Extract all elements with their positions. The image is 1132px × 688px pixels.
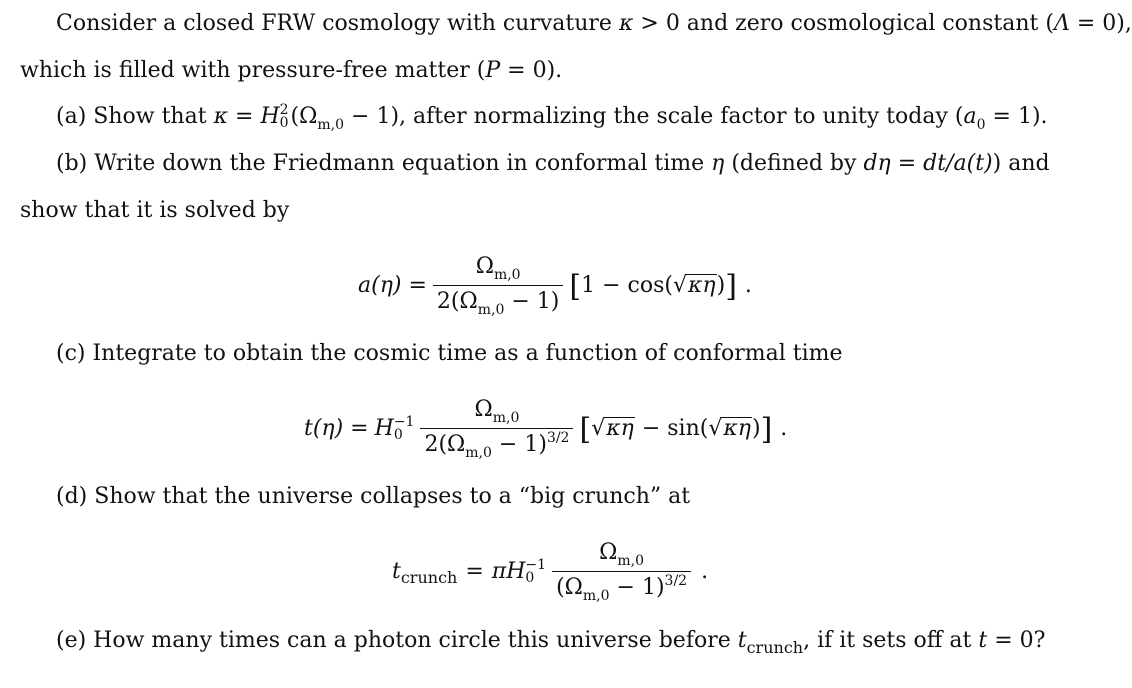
fraction	[433, 254, 563, 317]
subscript: crunch	[400, 568, 458, 587]
math-a: a	[963, 104, 977, 129]
text: ) and	[992, 151, 1050, 176]
eq-lhs: t(η) =	[304, 416, 369, 441]
subscript: 0	[279, 115, 289, 131]
text: .	[744, 273, 752, 298]
bracket-close: ]	[760, 411, 773, 447]
text: (d) Show that the universe collapses to a “big crunch” at	[56, 484, 691, 509]
math-t: t	[737, 628, 747, 653]
text: Ω	[475, 254, 494, 279]
superscript: 3/2	[546, 430, 570, 446]
text: (c) Integrate to obtain the cosmic time as a function of conformal time	[56, 341, 843, 366]
text: = 0),	[1076, 11, 1132, 36]
math-dt-over-a: dt/a(t)	[923, 151, 993, 176]
denominator	[552, 571, 691, 603]
text: = 1).	[992, 104, 1048, 129]
text: Ω	[599, 540, 618, 565]
text: =	[235, 104, 254, 129]
text: Consider a closed FRW cosmology with curvature	[56, 11, 612, 36]
equation-b	[358, 254, 752, 317]
part-b-line-2	[20, 197, 289, 225]
eq-lhs	[358, 273, 427, 298]
subscript: 0	[976, 117, 986, 133]
superscript: −1	[525, 556, 547, 573]
numerator	[472, 254, 525, 285]
subscript: crunch	[746, 638, 804, 657]
part-b-line-1	[56, 150, 1050, 178]
text: = 0).	[507, 58, 563, 83]
sqrt-symbol: √	[708, 416, 723, 441]
sqrt-body: κη	[687, 273, 716, 298]
superscript: 3/2	[664, 573, 688, 589]
intro-line-1	[56, 10, 1132, 38]
text: = 0?	[994, 628, 1046, 653]
math-pi: π	[491, 559, 507, 584]
text: =	[897, 151, 917, 176]
text: Ω	[474, 397, 493, 422]
text: (b) Write down the Friedmann equation in conformal time	[56, 151, 705, 176]
text: − 1)	[511, 289, 560, 314]
text: a(η) =	[358, 273, 427, 298]
text: .	[701, 559, 709, 584]
subscript: m,0	[477, 302, 505, 318]
text: − 1)	[498, 432, 547, 457]
text: 2(Ω	[436, 289, 478, 314]
subscript: m,0	[493, 267, 521, 283]
text: (defined by	[731, 151, 857, 176]
text: show that it is solved by	[20, 198, 290, 223]
bracket-close: ]	[725, 268, 737, 304]
text: (Ω	[290, 104, 318, 129]
text: > 0 and zero cosmological constant (	[640, 11, 1054, 36]
denominator	[420, 428, 573, 460]
text: − sin(	[634, 416, 709, 441]
math-P: P	[485, 58, 501, 83]
sqrt-symbol: √	[591, 416, 606, 441]
text: (Ω	[556, 575, 583, 600]
sqrt-body: κη	[606, 416, 634, 441]
text: =	[465, 559, 484, 584]
math-kappa: κ	[213, 104, 228, 129]
numerator	[471, 397, 524, 428]
bracket-open: [	[569, 268, 582, 304]
part-d	[56, 483, 690, 511]
part-e	[56, 627, 1045, 656]
subscript: m,0	[582, 588, 610, 604]
denominator	[433, 285, 563, 317]
text: (a) Show that	[56, 104, 207, 129]
text: .	[780, 416, 788, 441]
math-eta: η	[711, 151, 725, 176]
subscript: m,0	[492, 410, 520, 426]
text: , if it sets off at	[803, 628, 972, 653]
text: − 1), after normalizing the scale factor to unity today (	[351, 104, 964, 129]
fraction	[552, 540, 691, 603]
text: )	[751, 416, 761, 441]
math-t: t	[392, 559, 401, 584]
math-H: H	[374, 416, 394, 441]
text: 1 − cos(	[581, 273, 673, 298]
math-H: H	[260, 104, 280, 129]
subscript: m,0	[317, 117, 345, 133]
subscript: 0	[525, 569, 535, 586]
fraction	[420, 397, 573, 460]
text: which is filled with pressure-free matter (	[20, 58, 486, 83]
math-kappa: κ	[618, 11, 634, 36]
math-H: H	[506, 559, 526, 584]
text: − 1)	[616, 575, 665, 600]
equation-c	[304, 397, 787, 460]
part-a	[56, 103, 1048, 133]
superscript: −1	[393, 413, 415, 430]
math-deta: dη	[863, 151, 891, 176]
subscript: m,0	[465, 445, 492, 461]
math-lambda: Λ	[1053, 11, 1070, 36]
bracket-open: [	[579, 411, 592, 447]
intro-line-2	[20, 57, 562, 85]
text: (e) How many times can a photon circle this universe before	[56, 628, 731, 653]
text: )	[716, 273, 726, 298]
subscript: m,0	[617, 553, 645, 569]
sqrt-symbol: √	[672, 273, 687, 298]
superscript: 2	[279, 102, 289, 118]
text: 2(Ω	[424, 432, 466, 457]
math-t: t	[978, 628, 988, 653]
part-c	[56, 340, 843, 368]
sqrt-body: κη	[723, 416, 751, 441]
subscript: 0	[393, 426, 403, 443]
numerator	[595, 540, 648, 571]
equation-d	[392, 540, 708, 603]
